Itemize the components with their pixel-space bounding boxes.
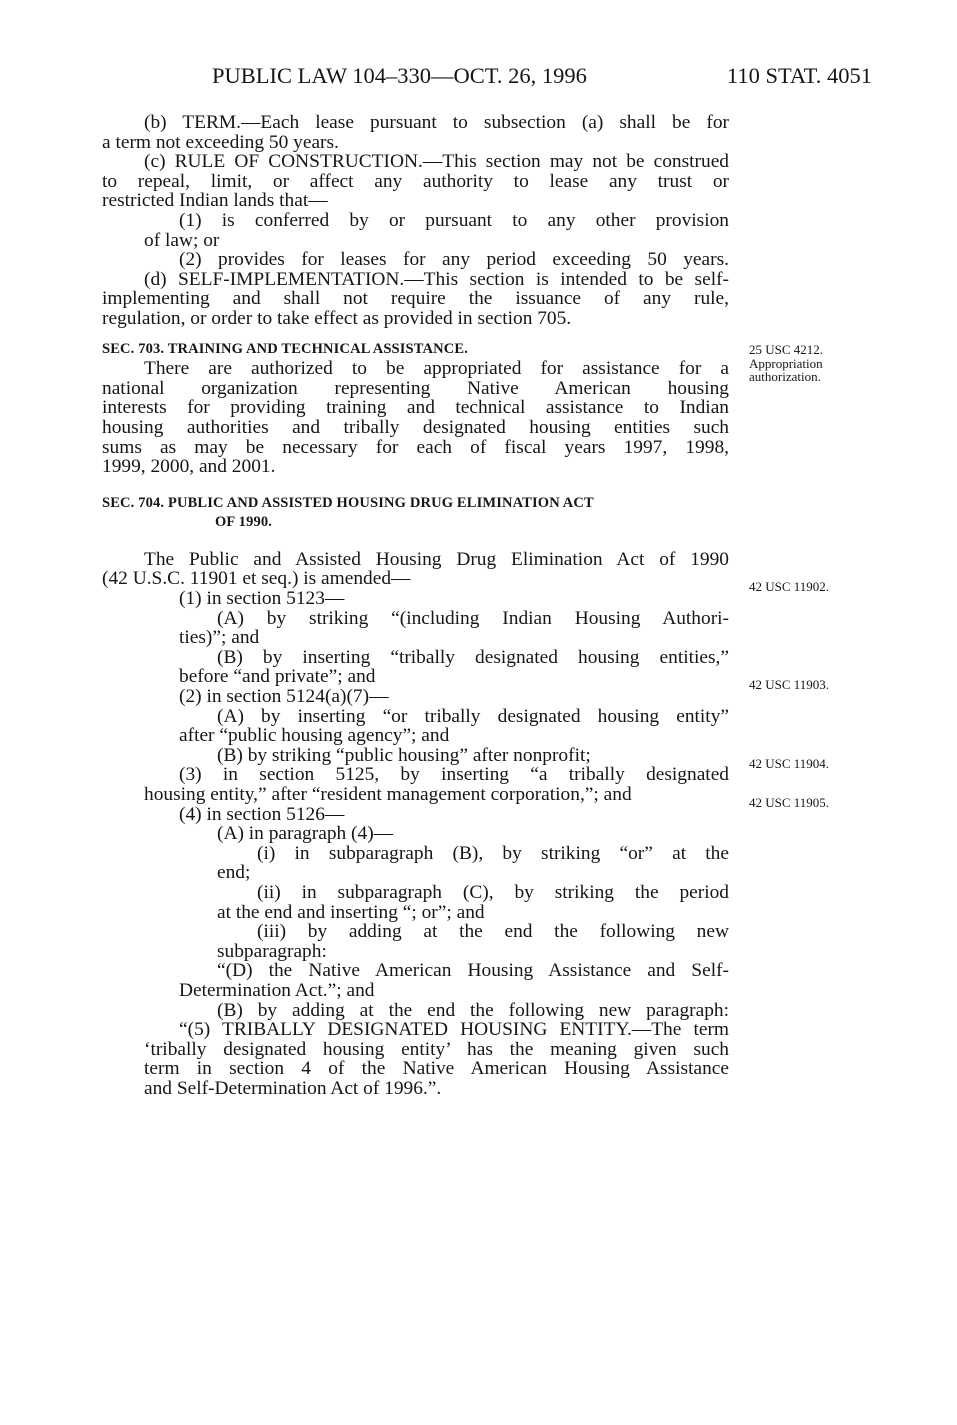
margin-note-42-usc-11903: 42 USC 11903. — [749, 677, 830, 692]
subsection-c-rule-of-construction — [102, 152, 729, 270]
running-header — [212, 62, 872, 90]
text-line: 1999, 2000, and 2001. — [102, 456, 276, 478]
heading-line: SEC. 704. PUBLIC AND ASSISTED HOUSING DRUG ELIMINATION ACT — [102, 494, 594, 511]
paragraph-3: (3) in section 5125, by inserting “a tribally designated — [179, 764, 729, 786]
text-line: and Self-Determination Act of 1996.”. — [144, 1077, 442, 1099]
text-line: “(D) the Native American Housing Assistance and Self- — [217, 960, 729, 982]
text-line: interests for providing training and technical assistance to Indian — [102, 397, 729, 419]
paragraph-4: (4) in section 5126— — [179, 803, 345, 825]
text-line: housing authorities and tribally designated housing entities such — [102, 416, 729, 438]
text-line: (d) SELF-IMPLEMENTATION.—This section is intended to be self- — [144, 268, 729, 290]
text-line: to repeal, limit, or affect any authority to lease any trust or — [102, 170, 729, 192]
text-line: (1) is conferred by or pursuant to any other provision — [179, 209, 729, 231]
text-line: (i) in subparagraph (B), by striking “or” at the — [257, 842, 729, 864]
subsection-d-self-implementation — [102, 270, 729, 329]
text-line: Determination Act.”; and — [179, 979, 375, 1001]
text-line: (ii) in subparagraph (C), by striking the period — [257, 881, 729, 903]
text-line: after “public housing agency”; and — [179, 725, 450, 747]
margin-note-25-usc-4212: 25 USC 4212. — [749, 342, 824, 357]
text-line: a term not exceeding 50 years. — [102, 131, 339, 153]
paragraph-2: (2) in section 5124(a)(7)— — [179, 686, 389, 708]
text-line: The Public and Assisted Housing Drug Elimination Act of 1990 — [144, 548, 729, 570]
text-line: implementing and shall not require the issuance of any rule, — [102, 288, 729, 310]
text-line: term in section 4 of the Native American Housing Assistance — [144, 1058, 729, 1080]
text-line: national organization representing Native American housing — [102, 377, 729, 399]
text-line: housing entity,” after “resident management corporation,”; and — [144, 784, 632, 805]
text-line: “(5) TRIBALLY DESIGNATED HOUSING ENTITY.—The term — [179, 1019, 729, 1041]
text-line: ties)”; and — [179, 627, 260, 649]
text-line: (B) by adding at the end the following new paragraph: — [217, 999, 729, 1021]
text-line: ‘tribally designated housing entity’ has the meaning given such — [144, 1038, 729, 1060]
text-line: (A) by inserting “or tribally designated housing entity” — [217, 705, 729, 727]
text-line: of law; or — [144, 229, 220, 251]
section-704-body — [102, 550, 729, 1099]
text-line: (A) by striking “(including Indian Housing Authori- — [217, 607, 729, 629]
text-line: There are authorized to be appropriated for assistance for a — [144, 358, 729, 380]
text-line: sums as may be necessary for each of fiscal years 1997, 1998, — [102, 436, 729, 458]
header-stat-page: 110 STAT. 4051 — [726, 63, 872, 88]
text-line: (iii) by adding at the end the following new — [257, 921, 729, 943]
body-text — [102, 113, 729, 1099]
paragraph-1: (1) in section 5123— — [179, 588, 345, 610]
margin-note-42-usc-11905: 42 USC 11905. — [749, 795, 830, 810]
heading-line: OF 1990. — [215, 514, 273, 531]
section-703-heading: SEC. 703. TRAINING AND TECHNICAL ASSISTANCE. — [102, 340, 468, 357]
text-line: (B) by striking “public housing” after nonprofit; — [217, 744, 591, 766]
margin-note-authorization: authorization. — [749, 369, 821, 384]
margin-note-appropriation: Appropriation — [749, 356, 823, 371]
text-line: (42 U.S.C. 11901 et seq.) is amended— — [102, 568, 411, 590]
text-line: (b) TERM.—Each lease pursuant to subsection (a) shall be for — [144, 112, 729, 133]
subsection-b-term — [102, 113, 729, 152]
section-704-heading — [102, 494, 729, 533]
text-line: regulation, or order to take effect as provided in section 705. — [102, 307, 572, 329]
margin-note-42-usc-11902: 42 USC 11902. — [749, 579, 830, 594]
header-public-law: PUBLIC LAW 104–330—OCT. 26, 1996 — [212, 63, 587, 88]
margin-note-42-usc-11904: 42 USC 11904. — [749, 756, 830, 771]
text-line: (B) by inserting “tribally designated housing entities,” — [217, 646, 729, 668]
text-line: (A) in paragraph (4)— — [217, 823, 394, 845]
text-line: subparagraph: — [217, 940, 327, 962]
text-line: at the end and inserting “; or”; and — [217, 901, 485, 923]
text-line: end; — [217, 862, 251, 884]
text-line: (2) provides for leases for any period exceeding 50 years. — [179, 249, 729, 271]
section-703-body — [102, 359, 729, 477]
text-line: (c) RULE OF CONSTRUCTION.—This section may not be construed — [144, 151, 729, 173]
text-line: before “and private”; and — [179, 666, 376, 688]
text-line: restricted Indian lands that— — [102, 190, 328, 212]
